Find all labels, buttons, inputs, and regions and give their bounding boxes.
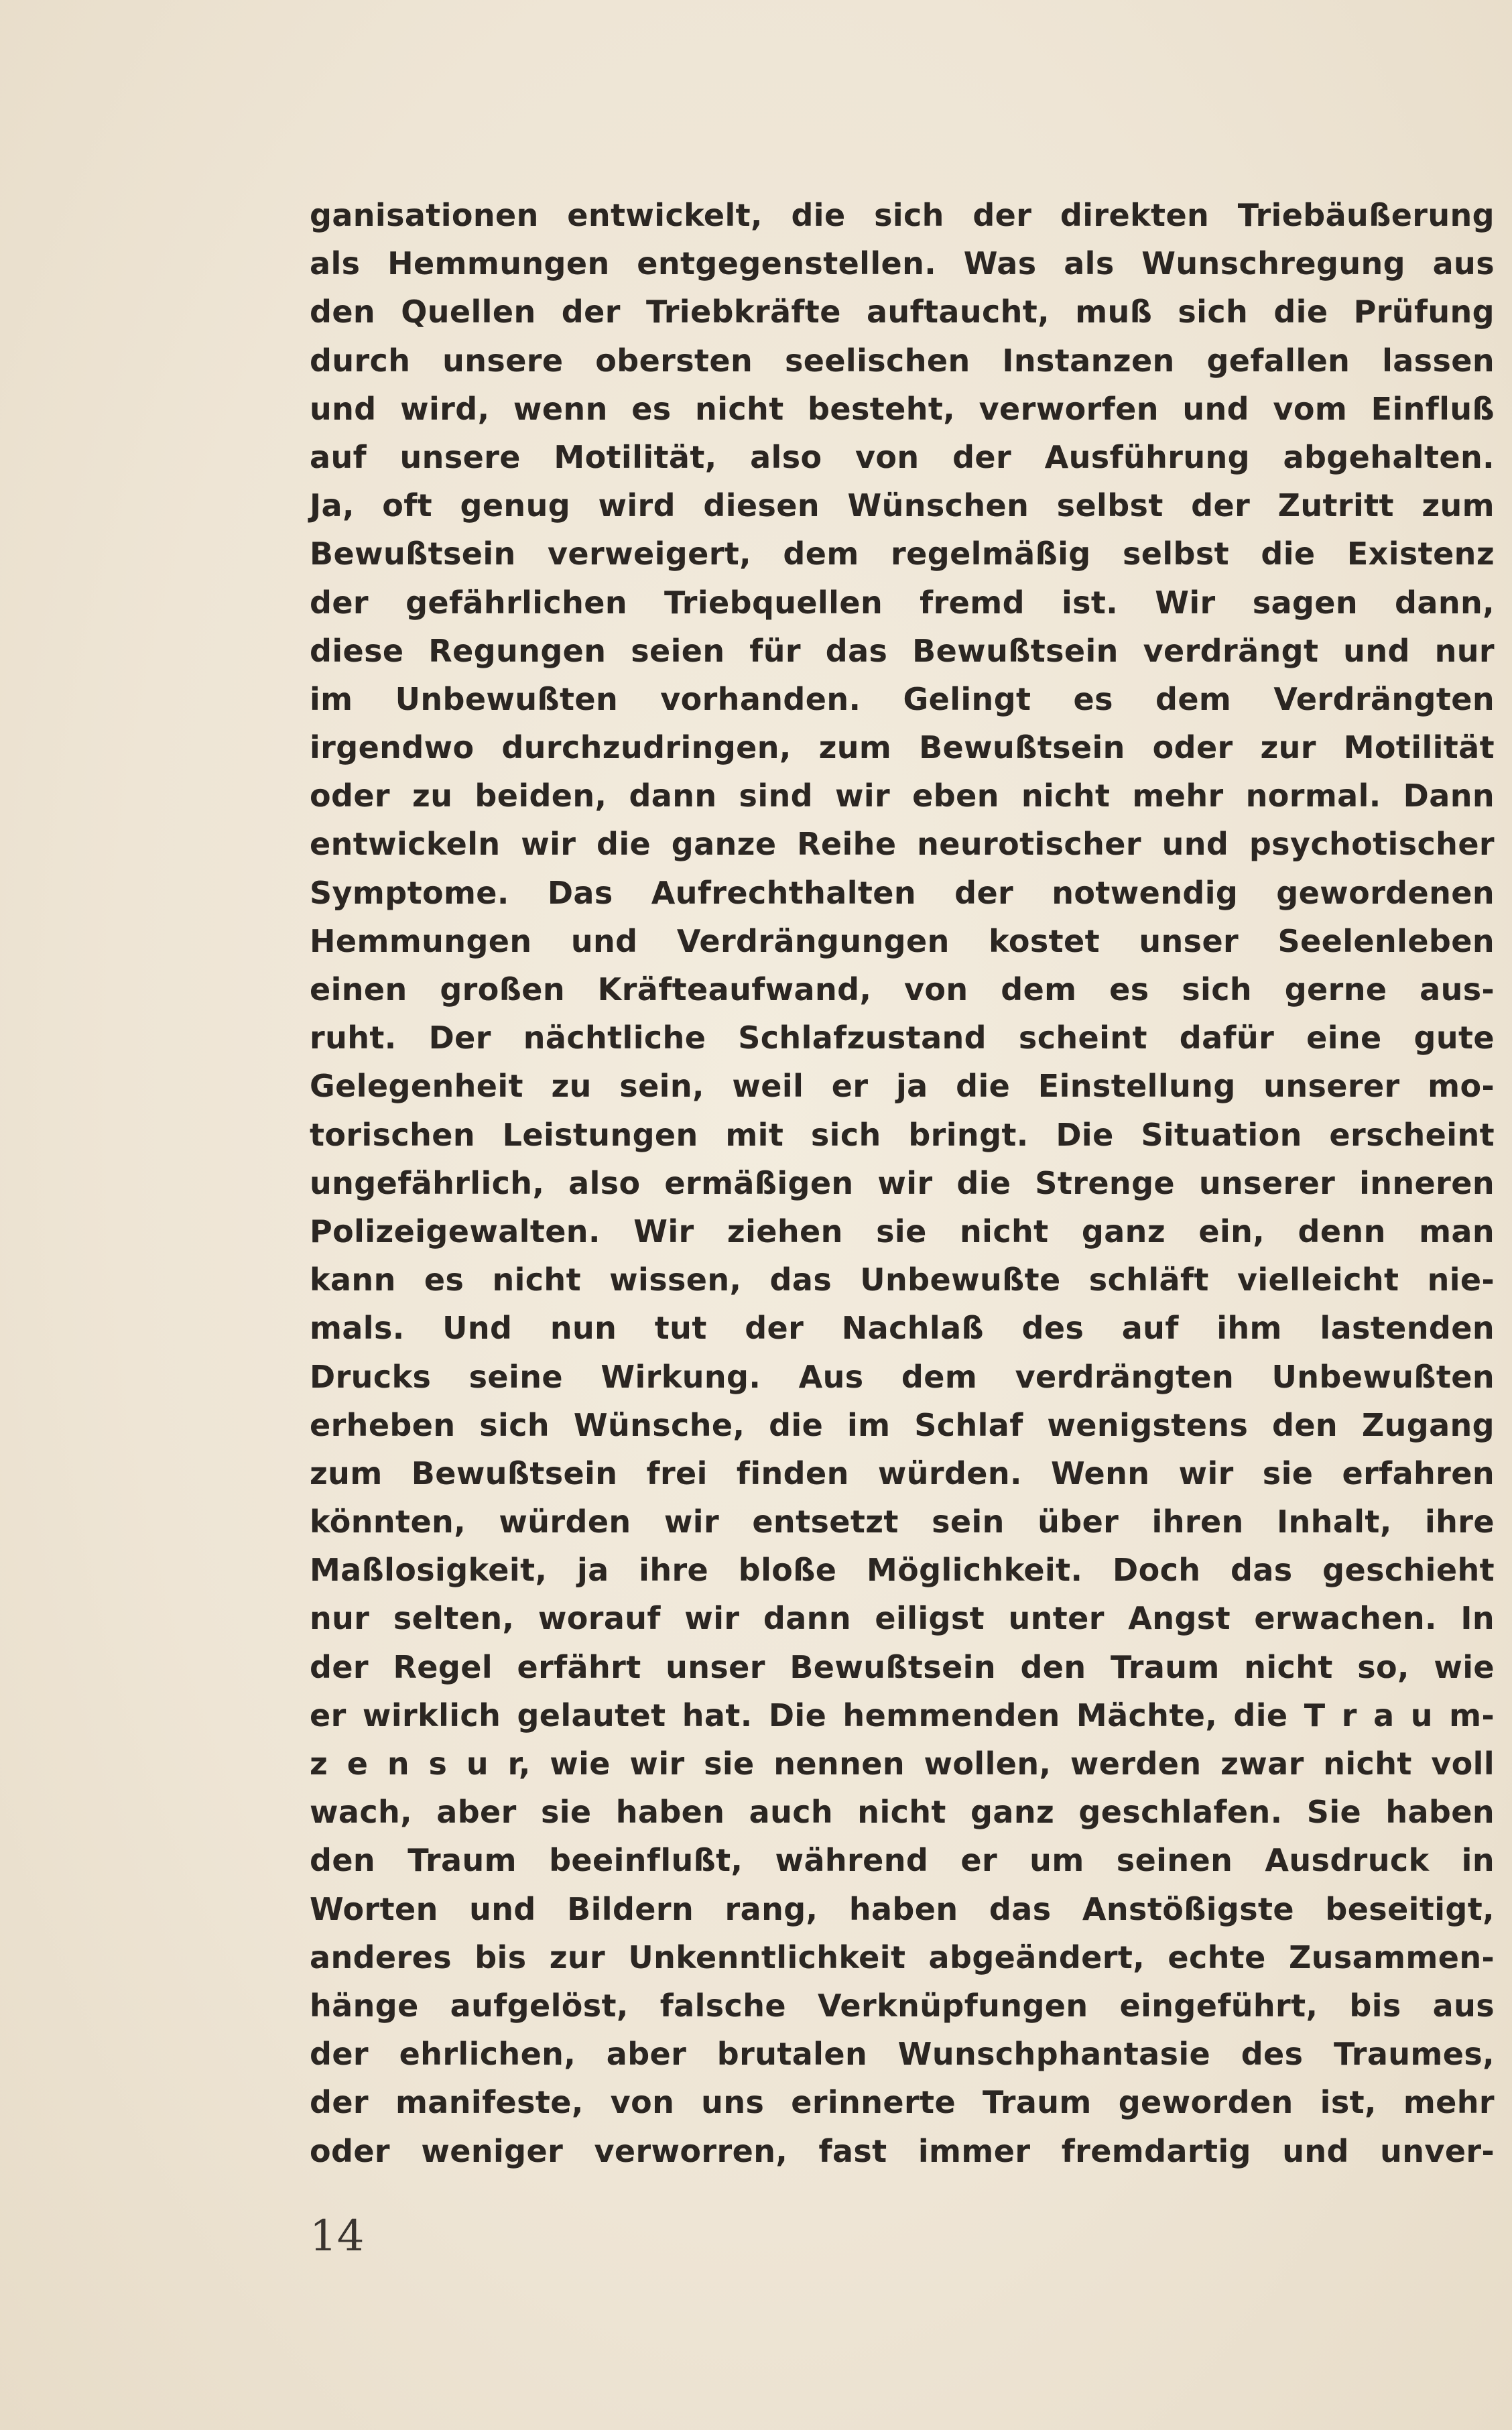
text-line: mals. Und nun tut der Nachlaß des auf ihm lastenden bbox=[310, 1310, 1495, 1347]
text-line: ungefährlich, also ermäßigen wir die Strenge unserer inneren bbox=[310, 1164, 1495, 1201]
text-line: durch unsere obersten seelischen Instanzen gefallen lassen bbox=[310, 342, 1495, 379]
text-line: diese Regungen seien für das Bewußtsein verdrängt und nur bbox=[310, 632, 1495, 669]
text-line: kann es nicht wissen, das Unbewußte schläft vielleicht nie- bbox=[310, 1262, 1495, 1298]
text-line: erheben sich Wünsche, die im Schlaf wenigstens den Zugang bbox=[310, 1406, 1495, 1443]
text-line: Drucks seine Wirkung. Aus dem verdrängten Unbewußten bbox=[310, 1358, 1495, 1395]
text-line: oder zu beiden, dann sind wir eben nicht mehr normal. Dann bbox=[310, 778, 1495, 814]
text-line: Bewußtsein verweigert, dem regelmäßig selbst die Existenz bbox=[310, 536, 1495, 572]
text-line: der ehrlichen, aber brutalen Wunschphantasie des Traumes, bbox=[310, 2036, 1495, 2073]
text-line: den Traum beeinflußt, während er um seinen Ausdruck in bbox=[310, 1842, 1495, 1879]
text-line: torischen Leistungen mit sich bringt. Die Situation erscheint bbox=[310, 1116, 1495, 1153]
text-line: Polizeigewalten. Wir ziehen sie nicht ganz ein, denn man bbox=[310, 1213, 1495, 1250]
text-line: ganisationen entwickelt, die sich der direkten Triebäußerung bbox=[310, 197, 1495, 233]
text-line: oder weniger verworren, fast immer fremdartig und unver- bbox=[310, 2132, 1495, 2169]
text-line: anderes bis zur Unkenntlichkeit abgeändert, echte Zusammen- bbox=[310, 1939, 1495, 1976]
text-line: hänge aufgelöst, falsche Verknüpfungen eingeführt, bis aus bbox=[310, 1987, 1495, 2024]
text-line: entwickeln wir die ganze Reihe neurotischer und psychotischer bbox=[310, 826, 1495, 863]
text-line: könnten, würden wir entsetzt sein über ihren Inhalt, ihre bbox=[310, 1504, 1495, 1540]
text-line: als Hemmungen entgegenstellen. Was als Wunschregung aus bbox=[310, 245, 1495, 282]
text-line: den Quellen der Triebkräfte auftaucht, muß sich die Prüfung bbox=[310, 294, 1495, 330]
text-line: nur selten, worauf wir dann eiligst unter Angst erwachen. In bbox=[310, 1600, 1495, 1637]
text-line: der manifeste, von uns erinnerte Traum geworden ist, mehr bbox=[310, 2084, 1495, 2121]
text-line: zum Bewußtsein frei finden würden. Wenn wir sie erfahren bbox=[310, 1455, 1495, 1492]
text-line: auf unsere Motilität, also von der Ausführung abgehalten. bbox=[310, 438, 1495, 475]
text-line: ruht. Der nächtliche Schlafzustand scheint dafür eine gute bbox=[310, 1020, 1495, 1056]
text-line: wach, aber sie haben auch nicht ganz geschlafen. Sie haben bbox=[310, 1794, 1495, 1831]
text-line: Worten und Bildern rang, haben das Anstößigste beseitigt, bbox=[310, 1890, 1495, 1927]
text-line: Gelegenheit zu sein, weil er ja die Einstellung unserer mo- bbox=[310, 1068, 1495, 1105]
text-line: Hemmungen und Verdrängungen kostet unser Seelenleben bbox=[310, 922, 1495, 959]
text-line: Maßlosigkeit, ja ihre bloße Möglichkeit. Doch das geschieht bbox=[310, 1552, 1495, 1589]
text-line: er wirklich gelautet hat. Die hemmenden Mächte, die T r a u m- bbox=[310, 1697, 1495, 1734]
text-line: und wird, wenn es nicht besteht, verworfen und vom Einfluß bbox=[310, 390, 1495, 427]
text-line: im Unbewußten vorhanden. Gelingt es dem Verdrängten bbox=[310, 680, 1495, 717]
text-line: einen großen Kräfteaufwand, von dem es sich gerne aus- bbox=[310, 971, 1495, 1008]
body-text bbox=[310, 191, 1495, 2175]
page-number: 14 bbox=[310, 2211, 365, 2261]
text-line: der gefährlichen Triebquellen fremd ist. Wir sagen dann, bbox=[310, 584, 1495, 621]
text-line: z e n s u r, wie wir sie nennen wollen, werden zwar nicht voll bbox=[310, 1746, 1495, 1782]
text-line: irgendwo durchzudringen, zum Bewußtsein oder zur Motilität bbox=[310, 729, 1495, 766]
text-line: Symptome. Das Aufrechthalten der notwendig gewordenen bbox=[310, 874, 1495, 911]
text-line: der Regel erfährt unser Bewußtsein den Traum nicht so, wie bbox=[310, 1648, 1495, 1685]
text-line: Ja, oft genug wird diesen Wünschen selbst der Zutritt zum bbox=[310, 487, 1495, 524]
